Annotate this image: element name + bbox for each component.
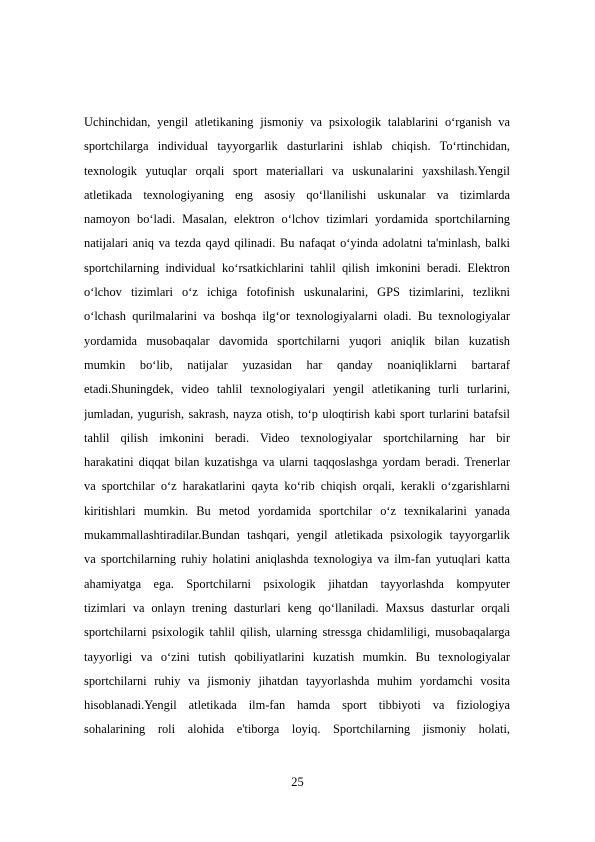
text-line: hisoblanadi.Yengil atletikada ilm-fan hamda sport tibbiyoti va fiziologiya [84, 698, 510, 713]
body-text [84, 110, 510, 742]
text-line: atletikada texnologiyaning eng asosiy qo‘llanilishi uskunalar va tizimlarda [84, 187, 510, 202]
text-line: namoyon bo‘ladi. Masalan, elektron o‘lchov tizimlari yordamida sportchilarning [84, 212, 510, 227]
text-line: jumladan, yugurish, sakrash, nayza otish, to‘p uloqtirish kabi sport turlarini batafsil [84, 406, 510, 421]
text-line: Uchinchidan, yengil atletikaning jismoniy va psixologik talablarini o‘rganish va [84, 115, 510, 129]
text-line: sportchilarga individual tayyorgarlik dasturlarini ishlab chiqish. To‘rtinchidan, [84, 139, 510, 154]
text-line: texnologik yutuqlar orqali sport materiallari va uskunalarini yaxshilash.Yengil [84, 163, 510, 178]
text-line: tizimlari va onlayn trening dasturlari keng qo‘llaniladi. Maxsus dasturlar orqali [84, 600, 510, 615]
page-number: 25 [291, 775, 304, 789]
text-line: natijalari aniq va tezda qayd qilinadi. Bu nafaqat o‘yinda adolatni ta'minlash, balki [84, 236, 510, 251]
text-line: sportchilarni psixologik tahlil qilish, ularning stressga chidamliligi, musobaqalarga [84, 625, 510, 640]
text-line: kiritishlari mumkin. Bu metod yordamida sportchilar o‘z texnikalarini yanada [84, 503, 510, 518]
text-line: va sportchilarning ruhiy holatini aniqlashda texnologiya va ilm-fan yutuqlari katta [84, 552, 510, 567]
text-line: yordamida musobaqalar davomida sportchilarni yuqori aniqlik bilan kuzatish [84, 333, 510, 348]
text-line: tayyorligi va o‘zini tutish qobiliyatlarini kuzatish mumkin. Bu texnologiyalar [84, 649, 510, 664]
text-line: sportchilarning individual ko‘rsatkichlarini tahlil qilish imkonini beradi. Elektron [84, 260, 510, 275]
text-line: va sportchilar o‘z harakatlarini qayta ko‘rib chiqish orqali, kerakli o‘zgarishlarni [84, 479, 510, 494]
text-line: etadi.Shuningdek, video tahlil texnologiyalari yengil atletikaning turli turlarini, [84, 382, 510, 397]
text-line: sportchilarni ruhiy va jismoniy jihatdan tayyorlashda muhim yordamchi vosita [84, 673, 510, 688]
text-line: tahlil qilish imkonini beradi. Video texnologiyalar sportchilarning har bir [84, 430, 510, 445]
text-line: o‘lchov tizimlari o‘z ichiga fotofinish uskunalarini, GPS tizimlarini, tezlikni [84, 285, 510, 300]
text-line: harakatini diqqat bilan kuzatishga va ularni taqqoslashga yordam beradi. Trenerlar [84, 455, 510, 470]
text-line: o‘lchash qurilmalarini va boshqa ilg‘or texnologiyalarni oladi. Bu texnologiyalar [84, 309, 510, 324]
text-line: ahamiyatga ega. Sportchilarni psixologik jihatdan tayyorlashda kompyuter [84, 576, 510, 591]
text-line: sohalarining roli alohida e'tiborga loyiq. Sportchilarning jismoniy holati, [84, 722, 510, 737]
text-line: mumkin bo‘lib, natijalar yuzasidan har qanday noaniqliklarni bartaraf [84, 357, 510, 372]
text-line: mukammallashtiradilar.Bundan tashqari, yengil atletikada psixologik tayyorgarlik [84, 528, 510, 543]
